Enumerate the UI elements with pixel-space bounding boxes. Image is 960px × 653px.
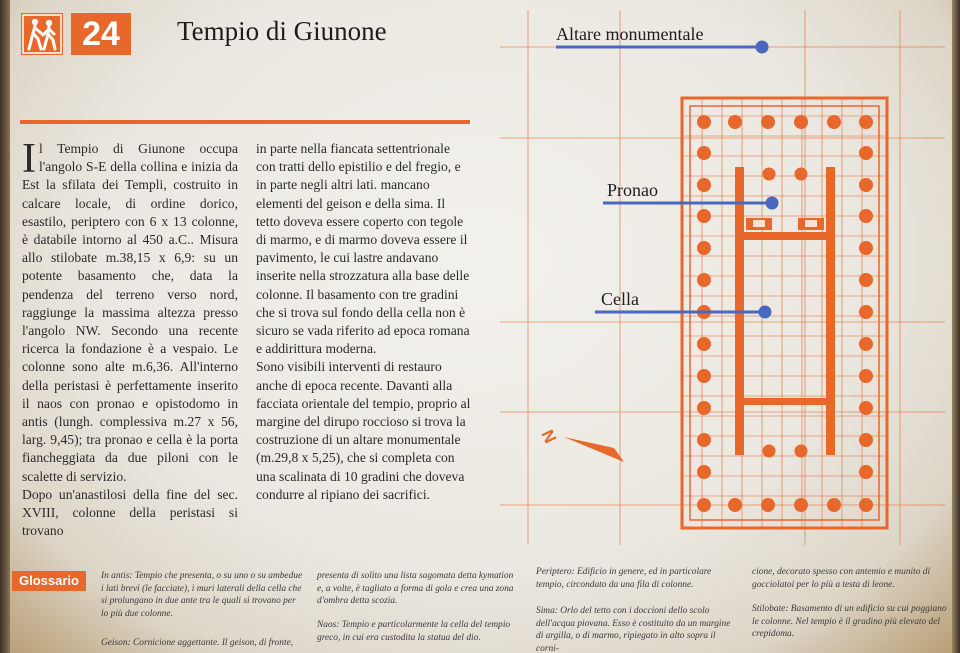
glossary-entry: In antis: Tempio che presenta, o su uno o su ambedue i lati brevi (le facciate), i muri laterali della cella che si prolungano in due ante tra le quali si trovano per lo più due colonne.	[101, 571, 303, 619]
label-altare: Altare monumentale	[556, 24, 704, 44]
drop-cap: I	[22, 136, 36, 182]
board-edge	[0, 0, 10, 653]
glossary-entry: Periptero: Edificio in genere, ed in particolare tempio, circondato da una fila di colonne.	[536, 567, 712, 590]
trail-number: 24	[71, 13, 131, 55]
glossary-entry: Stilobate: Basamento di un edificio su cui poggiano le colonne. Nel tempio è il gradino più elevato del crepidoma.	[752, 604, 947, 640]
glossary-entry: presenta di solito una lista sagomata detta kymation e, a volte, è tagliato a forma di gola e crea una zona d'ombra detta scozia.	[317, 571, 514, 607]
north-label: N	[537, 426, 560, 447]
paragraph: l Tempio di Giunone occupa l'angolo S-E della collina e inizia da Est la sfilata dei Templi, costruito in calcare locale, di ordine dorico, esastilo, periptero con 6 x 13 colonne, è databile intorno al 450 a.C.. Misura allo stilobate m.38,15 x 6,9: su un potente basamento che, data la pendenza del terreno verso nord, raggiunge la massima altezza presso l'angolo NW. Secondo una recente ricerca la fondazione è a vespaio. Le colonne sono alte m.6,36. All'interno della peristasi è perfettamente inserito il naos con pronao e opistodomo in antis (lungh. complessiva m.27 x 56, larg. 9,45); tra pronao e cella è la porta fiancheggiata da due piloni con le scalette di servizio.	[22, 141, 238, 484]
paragraph: Dopo un'anastilosi della fine del sec. XVIII, colonne della peristasi si trovano	[22, 486, 238, 539]
glossary-entry: Naos: Tempio e particolarmente la cella del tempio greco, in cui era custodita la statua del dio.	[317, 620, 511, 643]
paragraph: Sono visibili interventi di restauro anche di epoca recente. Davanti alla facciata orientale del tempio, proprio al margine del dirupo roccioso si trova la costruzione di un altare monumentale (m.29,8 x 5,25), che si completa con una scalinata di 10 gradini che doveva condurre al ripiano dei sacrifici.	[256, 359, 471, 502]
label-pronao: Pronao	[607, 180, 658, 200]
north-arrow-icon	[538, 427, 624, 462]
text-column-1	[22, 136, 238, 540]
temple-plan	[490, 0, 955, 555]
page-title: Tempio di Giunone	[177, 16, 387, 46]
glossary-entry: cione, decorato spesso con antemio e munito di gocciolatoi per lo più a testa di leone.	[752, 567, 931, 590]
divider	[20, 120, 470, 124]
paragraph: in parte nella fiancata settentrionale con tratti dello epistilio e del fregio, e in parte negli altri lati. mancano elementi del geison e della sima. Il tetto doveva essere coperto con tegole di marmo, e di marmo doveva essere il pavimento, le cui lastre andavano inserite nella strozzatura alla base delle colonne. Il basamento con tre gradini che si trova sul fondo della cella non è sicuro se vada riferito ad epoca romana e addirittura moderna.	[256, 141, 470, 357]
label-cella: Cella	[601, 289, 639, 309]
glossary-entry: Geison: Cornicione aggettante. Il geison, di fronte,	[101, 638, 294, 648]
hikers-icon	[21, 13, 63, 55]
glossary-tag: Glossario	[12, 571, 86, 591]
text-column-2	[256, 140, 472, 504]
glossary-entry: Sima: Orlo del tetto con i doccioni dello scolo dell'acqua piovana. Esso è costituito da un margine di argilla, o di marmo, ripiegato in alto sopra il corni-	[536, 606, 731, 653]
